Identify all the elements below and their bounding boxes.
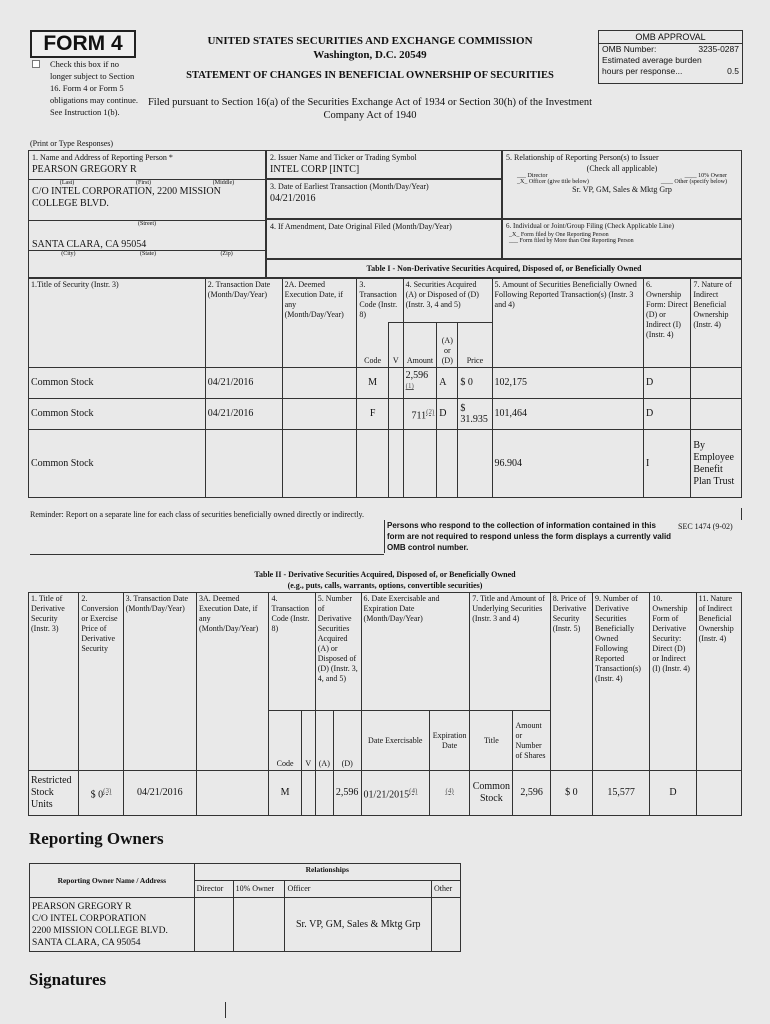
box3-label: 3. Date of Earliest Transaction (Month/Day/Year) <box>270 182 429 191</box>
reporting-address: C/O INTEL CORPORATION, 2200 MISSION COLLEGE BLVD. <box>32 186 221 209</box>
t2-r1-exercisable: 01/21/2015 <box>363 789 410 801</box>
table2-subtitle: (e.g., puts, calls, warrants, options, convertible securities) <box>287 581 483 590</box>
t2-sub-d: (D) <box>333 711 361 771</box>
t1-col-form: 6. Ownership Form: Direct (D) or Indirect (I) (Instr. 4) <box>644 279 691 368</box>
officer-header: Officer <box>285 881 432 898</box>
reminder-text: Reminder: Report on a separate line for each class of securities beneficially owned directly or indirectly. <box>30 510 365 519</box>
t1-r1-nature <box>691 368 742 399</box>
city-label: (City) <box>61 251 76 257</box>
owner10-header: 10% Owner <box>233 881 285 898</box>
t2-sub-exp: Expiration Date <box>429 711 469 771</box>
t2-sub-title: Title <box>470 711 513 771</box>
t1-r2-v <box>388 399 403 430</box>
zip-label: (Zip) <box>220 251 233 257</box>
box5-sub: (Check all applicable) <box>586 164 658 173</box>
t2-col-date: 3. Transaction Date (Month/Day/Year) <box>123 593 196 771</box>
t2-r1-v <box>301 771 315 816</box>
director-option: ___ Director <box>517 173 548 179</box>
relationships-header: Relationships <box>194 864 460 881</box>
t1-r2-owned: 101,464 <box>492 399 644 430</box>
t2-col-number: 5. Number of Derivative Securities Acquired (A) or Disposed of (D) (Instr. 3, 4, and 5) <box>315 593 361 711</box>
table2-title: Table II - Derivative Securities Acquired, Disposed of, or Beneficially Owned <box>254 570 516 579</box>
t2-r1-owned: 15,577 <box>592 771 649 816</box>
table-row <box>30 898 461 952</box>
table-1-non-derivative <box>28 278 742 498</box>
filing-option-multiple: ___ Form filed by More than One Reporting Person <box>509 238 634 244</box>
t2-r1-exp-footnote[interactable]: (4) <box>445 786 454 795</box>
t1-r2-price: $ 31.935 <box>458 399 492 430</box>
other-option: ____ Other (specify below) <box>660 179 727 185</box>
no-longer-subject-checkbox[interactable] <box>32 60 40 68</box>
t2-r1-deemed <box>197 771 269 816</box>
t1-r3-title: Common Stock <box>29 430 206 498</box>
t2-col-price: 8. Price of Derivative Security (Instr. 5) <box>550 593 592 771</box>
t2-col-owned: 9. Number of Derivative Securities Beneficially Owned Following Reported Transaction(s) (Instr. 4) <box>592 593 649 771</box>
t1-r3-amount <box>403 430 437 498</box>
table-2-derivative <box>28 592 742 816</box>
owner-option: ____ 10% Owner <box>684 173 727 179</box>
box-6-filing <box>502 219 742 259</box>
omb-title: OMB APPROVAL <box>599 31 742 44</box>
reporting-person-name: PEARSON GREGORY R <box>32 164 137 175</box>
reporting-owners-table <box>29 863 461 952</box>
t2-r1-conv-footnote[interactable]: (3) <box>103 786 112 795</box>
t1-r2-form: D <box>644 399 691 430</box>
signatures-heading: Signatures <box>29 970 107 989</box>
t1-sub-aord: (A) or (D) <box>437 323 458 368</box>
table-row <box>29 399 742 430</box>
agency-header: UNITED STATES SECURITIES AND EXCHANGE COMMISSION Washington, D.C. 20549 <box>207 35 533 61</box>
earliest-date-value: 04/21/2016 <box>270 193 316 204</box>
owner-address-line: SANTA CLARA, CA 95054 <box>32 937 141 948</box>
t1-r2-nature <box>691 399 742 430</box>
t2-sub-v: V <box>301 711 315 771</box>
t1-r2-deemed <box>282 399 357 430</box>
t1-r2-date: 04/21/2016 <box>205 399 282 430</box>
reporting-owners-heading: Reporting Owners <box>29 829 164 848</box>
t1-r1-amount: 2,596 <box>405 370 429 382</box>
persons-note: Persons who respond to the collection of information contained in this form are not required to respond unless the form displays a currently valid OMB control number. <box>384 520 674 553</box>
owner-name-header: Reporting Owner Name / Address <box>30 864 195 898</box>
box-1-reporting-person <box>28 150 266 278</box>
middle-label: (Middle) <box>212 180 235 186</box>
t1-col-nature: 7. Nature of Indirect Beneficial Ownership (Instr. 4) <box>691 279 742 368</box>
t2-sub-code: Code <box>269 711 301 771</box>
t1-r1-form: D <box>644 368 691 399</box>
t1-r3-v <box>388 430 403 498</box>
owner-10pct-value <box>233 898 285 952</box>
t1-sub-v: V <box>388 323 403 368</box>
t2-r1-ex-footnote[interactable]: (4) <box>409 786 418 795</box>
table-row <box>29 368 742 399</box>
t1-r1-v <box>388 368 403 399</box>
t2-r1-code: M <box>269 771 301 816</box>
t2-r1-deriv-price: $ 0 <box>550 771 592 816</box>
box-4-amendment <box>266 219 502 259</box>
omb-number-label: OMB Number: <box>602 44 657 54</box>
statement-title: STATEMENT OF CHANGES IN BENEFICIAL OWNERSHIP OF SECURITIES <box>186 70 554 81</box>
t1-r2-amount: 711 <box>411 410 427 422</box>
t1-r2-footnote[interactable]: (2) <box>426 407 435 416</box>
print-note: (Print or Type Responses) <box>30 139 114 148</box>
t1-r2-title: Common Stock <box>29 399 206 430</box>
box-5-relationship <box>502 150 742 219</box>
t1-sub-price: Price <box>458 323 492 368</box>
t2-col-underlying: 7. Title and Amount of Underlying Securities (Instr. 3 and 4) <box>470 593 551 711</box>
table-row <box>29 430 742 498</box>
t1-r3-deemed <box>282 430 357 498</box>
t2-sub-date-ex: Date Exercisable <box>361 711 429 771</box>
filed-pursuant-text: Filed pursuant to Section 16(a) of the Securities Exchange Act of 1934 or Section 30(h) of the Investment Company Act of 1940 <box>147 97 593 121</box>
t2-r1-under-title: Common Stock <box>470 771 513 816</box>
box4-label: 4. If Amendment, Date Original Filed (Month/Day/Year) <box>270 222 452 231</box>
t2-col-form: 10. Ownership Form of Derivative Security: Direct (D) or Indirect (I) (Instr. 4) <box>650 593 696 771</box>
t1-sub-code: Code <box>357 323 389 368</box>
t1-r3-nature: By Employee Benefit Plan Trust <box>691 430 742 498</box>
t1-r3-code <box>357 430 389 498</box>
t1-r3-price <box>458 430 492 498</box>
t1-r1-deemed <box>282 368 357 399</box>
sec-code: SEC 1474 (9-02) <box>678 522 733 531</box>
director-header: Director <box>194 881 233 898</box>
box6-label: 6. Individual or Joint/Group Filing (Check Applicable Line) <box>506 222 674 230</box>
t1-r1-ad: A <box>437 368 458 399</box>
t2-r1-a <box>315 771 333 816</box>
t1-r1-price: $ 0 <box>458 368 492 399</box>
check-box-note: Check this box if no longer subject to Section 16. Form 4 or Form 5 obligations may continue. See Instruction 1(b). <box>50 59 139 117</box>
city-line: SANTA CLARA, CA 95054 <box>32 239 147 250</box>
t1-r2-code: F <box>357 399 389 430</box>
t2-r1-form: D <box>650 771 696 816</box>
t1-r3-date <box>205 430 282 498</box>
t2-sub-a: (A) <box>315 711 333 771</box>
issuer-value: INTEL CORP [INTC] <box>270 164 360 175</box>
t1-r3-owned: 96.904 <box>492 430 644 498</box>
t1-r1-title: Common Stock <box>29 368 206 399</box>
omb-burden-label: Estimated average burden <box>602 55 702 65</box>
officer-option: _X_ Officer (give title below) <box>517 179 589 185</box>
t2-col-conversion: 2. Conversion or Exercise Price of Derivative Security <box>79 593 123 771</box>
t1-r2-ad: D <box>437 399 458 430</box>
t1-r1-date: 04/21/2016 <box>205 368 282 399</box>
t2-col-nature: 11. Nature of Indirect Beneficial Ownership (Instr. 4) <box>696 593 741 771</box>
t2-col-exercisable: 6. Date Exercisable and Expiration Date (Month/Day/Year) <box>361 593 470 711</box>
t1-r3-form: I <box>644 430 691 498</box>
omb-hours-value: 0.5 <box>727 66 739 76</box>
box5-label: 5. Relationship of Reporting Person(s) to Issuer <box>506 153 659 162</box>
t2-col-deemed: 3A. Deemed Execution Date, if any (Month/Day/Year) <box>197 593 269 771</box>
table2-title-block <box>28 569 742 591</box>
t1-sub-amount: Amount <box>403 323 437 368</box>
owner-address-line: 2200 MISSION COLLEGE BLVD. <box>32 925 168 936</box>
t2-r1-conversion: $ 0 <box>90 789 104 801</box>
t1-col-title: 1.Title of Security (Instr. 3) <box>29 279 206 368</box>
street-label: (Street) <box>29 220 265 227</box>
t1-r1-owned: 102,175 <box>492 368 644 399</box>
omb-approval-box <box>598 30 743 84</box>
t1-r1-footnote[interactable]: (1) <box>405 382 414 391</box>
t1-col-date: 2. Transaction Date (Month/Day/Year) <box>205 279 282 368</box>
owner-officer-value: Sr. VP, GM, Sales & Mktg Grp <box>285 898 432 952</box>
box-3-date <box>266 179 502 219</box>
t2-col-title: 1. Title of Derivative Security (Instr. 3) <box>29 593 79 771</box>
owner-director-value <box>194 898 233 952</box>
form-number: FORM 4 <box>30 30 136 58</box>
owner-address-line: C/O INTEL CORPORATION <box>32 913 147 924</box>
t2-r1-nature <box>696 771 741 816</box>
omb-hours-label: hours per response... <box>602 66 683 76</box>
officer-title: Sr. VP, GM, Sales & Mktg Grp <box>572 185 672 194</box>
t2-r1-title: Restricted Stock Units <box>29 771 79 816</box>
first-label: (First) <box>136 180 151 186</box>
owner-other-value <box>432 898 461 952</box>
t1-col-code: 3. Transaction Code (Instr. 8) <box>357 279 403 323</box>
table-row <box>29 771 742 816</box>
t1-col-acquired: 4. Securities Acquired (A) or Disposed of (D) (Instr. 3, 4 and 5) <box>403 279 492 323</box>
other-header: Other <box>432 881 461 898</box>
last-label: (Last) <box>59 180 75 186</box>
filing-option-one: _X_ Form filed by One Reporting Person <box>509 232 609 238</box>
t2-r1-d: 2,596 <box>333 771 361 816</box>
t1-col-deemed: 2A. Deemed Execution Date, if any (Month/Day/Year) <box>282 279 357 368</box>
t1-col-owned: 5. Amount of Securities Beneficially Owned Following Reported Transaction(s) (Instr. 3 and 4) <box>492 279 644 368</box>
t2-r1-date: 04/21/2016 <box>123 771 196 816</box>
owner-name-line: PEARSON GREGORY R <box>32 901 132 912</box>
t2-r1-under-amount: 2,596 <box>513 771 550 816</box>
box-2-issuer <box>266 150 502 179</box>
t1-r3-ad <box>437 430 458 498</box>
box1-label: 1. Name and Address of Reporting Person * <box>32 153 173 162</box>
t2-col-code: 4. Transaction Code (Instr. 8) <box>269 593 315 711</box>
t1-r1-code: M <box>357 368 389 399</box>
table1-title: Table I - Non-Derivative Securities Acquired, Disposed of, or Beneficially Owned <box>266 259 742 278</box>
box2-label: 2. Issuer Name and Ticker or Trading Symbol <box>270 153 417 162</box>
state-label: (State) <box>140 251 156 257</box>
t2-sub-amount: Amount or Number of Shares <box>513 711 550 771</box>
omb-number-value: 3235-0287 <box>698 44 739 54</box>
